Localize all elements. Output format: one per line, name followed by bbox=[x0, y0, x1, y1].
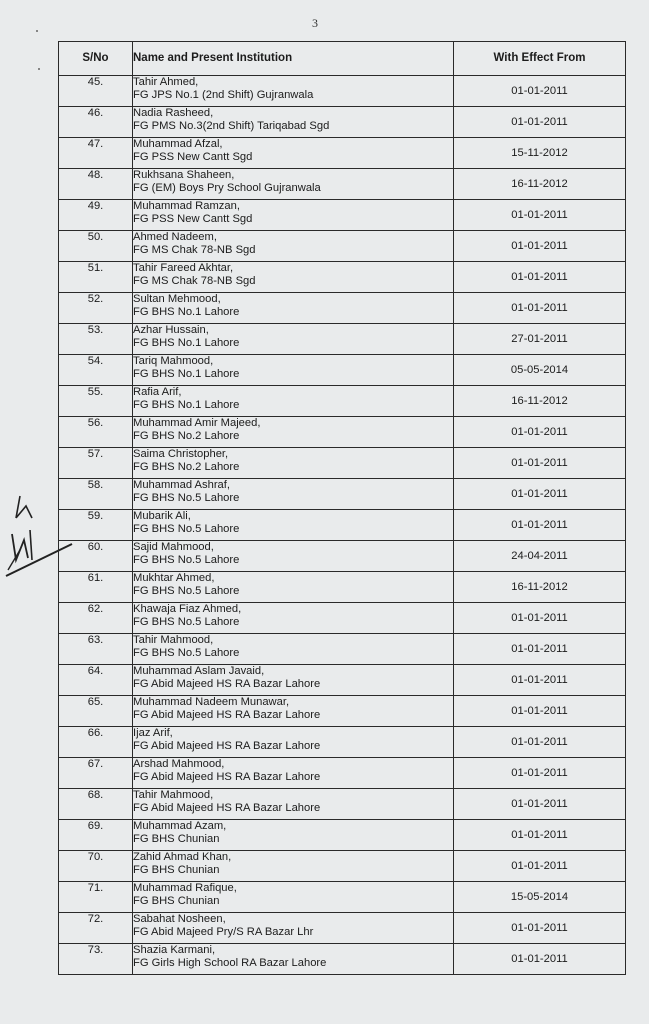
table-row bbox=[59, 820, 626, 851]
effective-date: 01-01-2011 bbox=[454, 758, 626, 789]
effective-date: 01-01-2011 bbox=[454, 479, 626, 510]
effective-date: 24-04-2011 bbox=[454, 541, 626, 572]
row-name-cell bbox=[133, 200, 454, 231]
row-sno: 55. bbox=[59, 386, 133, 417]
employee-name: Muhammad Afzal, bbox=[133, 138, 223, 150]
employee-name: Mubarik Ali, bbox=[133, 510, 191, 522]
row-sno: 48. bbox=[59, 169, 133, 200]
row-name-cell bbox=[133, 665, 454, 696]
institution-name: FG BHS No.1 Lahore bbox=[133, 399, 240, 411]
row-sno: 59. bbox=[59, 510, 133, 541]
row-sno: 69. bbox=[59, 820, 133, 851]
effective-date: 01-01-2011 bbox=[454, 603, 626, 634]
institution-name: FG MS Chak 78-NB Sgd bbox=[133, 244, 256, 256]
row-name-cell bbox=[133, 510, 454, 541]
table-row bbox=[59, 789, 626, 820]
row-sno: 61. bbox=[59, 572, 133, 603]
row-name-cell bbox=[133, 851, 454, 882]
row-name-cell bbox=[133, 107, 454, 138]
effective-date: 01-01-2011 bbox=[454, 262, 626, 293]
effective-date: 01-01-2011 bbox=[454, 665, 626, 696]
effective-date: 01-01-2011 bbox=[454, 231, 626, 262]
row-name-cell bbox=[133, 820, 454, 851]
row-sno: 52. bbox=[59, 293, 133, 324]
row-name-cell bbox=[133, 696, 454, 727]
row-name-cell bbox=[133, 882, 454, 913]
table-row bbox=[59, 107, 626, 138]
table-row bbox=[59, 293, 626, 324]
table-row bbox=[59, 882, 626, 913]
employee-name: Muhammad Ramzan, bbox=[133, 200, 240, 212]
effective-date: 01-01-2011 bbox=[454, 510, 626, 541]
row-sno: 70. bbox=[59, 851, 133, 882]
institution-name: FG BHS No.5 Lahore bbox=[133, 523, 240, 535]
row-sno: 60. bbox=[59, 541, 133, 572]
row-name-cell bbox=[133, 603, 454, 634]
employee-name: Muhammad Amir Majeed, bbox=[133, 417, 261, 429]
header-name-institution: Name and Present Institution bbox=[133, 42, 454, 76]
row-sno: 68. bbox=[59, 789, 133, 820]
row-name-cell bbox=[133, 417, 454, 448]
staff-table bbox=[58, 41, 626, 975]
row-sno: 54. bbox=[59, 355, 133, 386]
effective-date: 01-01-2011 bbox=[454, 76, 626, 107]
row-sno: 47. bbox=[59, 138, 133, 169]
row-name-cell bbox=[133, 634, 454, 665]
effective-date: 01-01-2011 bbox=[454, 851, 626, 882]
employee-name: Muhammad Azam, bbox=[133, 820, 227, 832]
effective-date: 01-01-2011 bbox=[454, 944, 626, 975]
speck bbox=[38, 68, 40, 70]
effective-date: 01-01-2011 bbox=[454, 820, 626, 851]
institution-name: FG Abid Majeed Pry/S RA Bazar Lhr bbox=[133, 926, 314, 938]
row-sno: 63. bbox=[59, 634, 133, 665]
employee-name: Tahir Fareed Akhtar, bbox=[133, 262, 234, 274]
institution-name: FG BHS No.5 Lahore bbox=[133, 616, 240, 628]
table-row bbox=[59, 200, 626, 231]
institution-name: FG PSS New Cantt Sgd bbox=[133, 213, 253, 225]
institution-name: FG Girls High School RA Bazar Lahore bbox=[133, 957, 327, 969]
institution-name: FG BHS No.5 Lahore bbox=[133, 554, 240, 566]
employee-name: Ijaz Arif, bbox=[133, 727, 173, 739]
table-row bbox=[59, 417, 626, 448]
institution-name: FG BHS Chunian bbox=[133, 864, 220, 876]
row-name-cell bbox=[133, 138, 454, 169]
table-row bbox=[59, 696, 626, 727]
employee-name: Zahid Ahmad Khan, bbox=[133, 851, 232, 863]
effective-date: 01-01-2011 bbox=[454, 293, 626, 324]
row-name-cell bbox=[133, 944, 454, 975]
row-sno: 67. bbox=[59, 758, 133, 789]
row-sno: 66. bbox=[59, 727, 133, 758]
page-number: 3 bbox=[312, 16, 318, 30]
table-row bbox=[59, 944, 626, 975]
employee-name: Rukhsana Shaheen, bbox=[133, 169, 235, 181]
row-name-cell bbox=[133, 727, 454, 758]
employee-name: Muhammad Rafique, bbox=[133, 882, 237, 894]
row-sno: 57. bbox=[59, 448, 133, 479]
table-row bbox=[59, 386, 626, 417]
header-sno: S/No bbox=[59, 42, 133, 76]
table-row bbox=[59, 355, 626, 386]
row-sno: 62. bbox=[59, 603, 133, 634]
row-name-cell bbox=[133, 324, 454, 355]
effective-date: 01-01-2011 bbox=[454, 727, 626, 758]
row-sno: 72. bbox=[59, 913, 133, 944]
employee-name: Muhammad Ashraf, bbox=[133, 479, 230, 491]
table-row bbox=[59, 603, 626, 634]
table-row bbox=[59, 851, 626, 882]
table-row bbox=[59, 169, 626, 200]
row-name-cell bbox=[133, 479, 454, 510]
employee-name: Sultan Mehmood, bbox=[133, 293, 221, 305]
table-row bbox=[59, 324, 626, 355]
row-sno: 46. bbox=[59, 107, 133, 138]
effective-date: 01-01-2011 bbox=[454, 696, 626, 727]
effective-date: 01-01-2011 bbox=[454, 913, 626, 944]
employee-name: Saima Christopher, bbox=[133, 448, 229, 460]
effective-date: 01-01-2011 bbox=[454, 634, 626, 665]
row-name-cell bbox=[133, 231, 454, 262]
row-sno: 73. bbox=[59, 944, 133, 975]
table-row bbox=[59, 510, 626, 541]
effective-date: 01-01-2011 bbox=[454, 448, 626, 479]
row-name-cell bbox=[133, 169, 454, 200]
row-sno: 45. bbox=[59, 76, 133, 107]
employee-name: Tahir Ahmed, bbox=[133, 76, 199, 88]
effective-date: 16-11-2012 bbox=[454, 572, 626, 603]
institution-name: FG BHS Chunian bbox=[133, 895, 220, 907]
row-sno: 49. bbox=[59, 200, 133, 231]
table-row bbox=[59, 758, 626, 789]
employee-name: Ahmed Nadeem, bbox=[133, 231, 217, 243]
institution-name: FG (EM) Boys Pry School Gujranwala bbox=[133, 182, 321, 194]
row-name-cell bbox=[133, 76, 454, 107]
institution-name: FG BHS No.5 Lahore bbox=[133, 492, 240, 504]
effective-date: 16-11-2012 bbox=[454, 386, 626, 417]
institution-name: FG BHS No.1 Lahore bbox=[133, 337, 240, 349]
employee-name: Tahir Mahmood, bbox=[133, 789, 214, 801]
employee-name: Nadia Rasheed, bbox=[133, 107, 214, 119]
institution-name: FG BHS No.1 Lahore bbox=[133, 306, 240, 318]
row-sno: 64. bbox=[59, 665, 133, 696]
effective-date: 01-01-2011 bbox=[454, 107, 626, 138]
speck bbox=[36, 30, 38, 32]
institution-name: FG BHS No.2 Lahore bbox=[133, 430, 240, 442]
row-sno: 53. bbox=[59, 324, 133, 355]
row-name-cell bbox=[133, 572, 454, 603]
table-row bbox=[59, 572, 626, 603]
employee-name: Tariq Mahmood, bbox=[133, 355, 214, 367]
employee-name: Sajid Mahmood, bbox=[133, 541, 214, 553]
row-name-cell bbox=[133, 758, 454, 789]
row-name-cell bbox=[133, 386, 454, 417]
institution-name: FG BHS No.1 Lahore bbox=[133, 368, 240, 380]
institution-name: FG Abid Majeed HS RA Bazar Lahore bbox=[133, 802, 321, 814]
employee-name: Muhammad Nadeem Munawar, bbox=[133, 696, 290, 708]
row-sno: 50. bbox=[59, 231, 133, 262]
table-row bbox=[59, 541, 626, 572]
employee-name: Rafia Arif, bbox=[133, 386, 182, 398]
table-row bbox=[59, 138, 626, 169]
row-sno: 56. bbox=[59, 417, 133, 448]
header-effective-date: With Effect From bbox=[454, 42, 626, 76]
row-name-cell bbox=[133, 541, 454, 572]
table-body bbox=[59, 76, 626, 975]
row-sno: 71. bbox=[59, 882, 133, 913]
row-name-cell bbox=[133, 293, 454, 324]
row-name-cell bbox=[133, 913, 454, 944]
institution-name: FG Abid Majeed HS RA Bazar Lahore bbox=[133, 771, 321, 783]
row-sno: 65. bbox=[59, 696, 133, 727]
employee-name: Sabahat Nosheen, bbox=[133, 913, 226, 925]
institution-name: FG Abid Majeed HS RA Bazar Lahore bbox=[133, 709, 321, 721]
employee-name: Arshad Mahmood, bbox=[133, 758, 225, 770]
institution-name: FG JPS No.1 (2nd Shift) Gujranwala bbox=[133, 89, 314, 101]
employee-name: Azhar Hussain, bbox=[133, 324, 209, 336]
table-row bbox=[59, 262, 626, 293]
institution-name: FG PMS No.3(2nd Shift) Tariqabad Sgd bbox=[133, 120, 330, 132]
employee-name: Tahir Mahmood, bbox=[133, 634, 214, 646]
table-row bbox=[59, 479, 626, 510]
institution-name: FG PSS New Cantt Sgd bbox=[133, 151, 253, 163]
institution-name: FG BHS No.5 Lahore bbox=[133, 585, 240, 597]
row-name-cell bbox=[133, 789, 454, 820]
effective-date: 16-11-2012 bbox=[454, 169, 626, 200]
table-row bbox=[59, 727, 626, 758]
table-row bbox=[59, 448, 626, 479]
employee-name: Khawaja Fiaz Ahmed, bbox=[133, 603, 242, 615]
effective-date: 15-05-2014 bbox=[454, 882, 626, 913]
table-row bbox=[59, 913, 626, 944]
row-sno: 51. bbox=[59, 262, 133, 293]
effective-date: 01-01-2011 bbox=[454, 417, 626, 448]
effective-date: 05-05-2014 bbox=[454, 355, 626, 386]
effective-date: 01-01-2011 bbox=[454, 200, 626, 231]
row-name-cell bbox=[133, 262, 454, 293]
effective-date: 01-01-2011 bbox=[454, 789, 626, 820]
institution-name: FG MS Chak 78-NB Sgd bbox=[133, 275, 256, 287]
institution-name: FG BHS No.2 Lahore bbox=[133, 461, 240, 473]
row-sno: 58. bbox=[59, 479, 133, 510]
row-name-cell bbox=[133, 355, 454, 386]
institution-name: FG BHS No.5 Lahore bbox=[133, 647, 240, 659]
table-row bbox=[59, 76, 626, 107]
institution-name: FG Abid Majeed HS RA Bazar Lahore bbox=[133, 740, 321, 752]
effective-date: 27-01-2011 bbox=[454, 324, 626, 355]
effective-date: 15-11-2012 bbox=[454, 138, 626, 169]
table-row bbox=[59, 665, 626, 696]
table-row bbox=[59, 231, 626, 262]
employee-name: Mukhtar Ahmed, bbox=[133, 572, 215, 584]
table-row bbox=[59, 634, 626, 665]
institution-name: FG BHS Chunian bbox=[133, 833, 220, 845]
table-header-row bbox=[59, 42, 626, 76]
employee-name: Shazia Karmani, bbox=[133, 944, 216, 956]
institution-name: FG Abid Majeed HS RA Bazar Lahore bbox=[133, 678, 321, 690]
row-name-cell bbox=[133, 448, 454, 479]
employee-name: Muhammad Aslam Javaid, bbox=[133, 665, 265, 677]
